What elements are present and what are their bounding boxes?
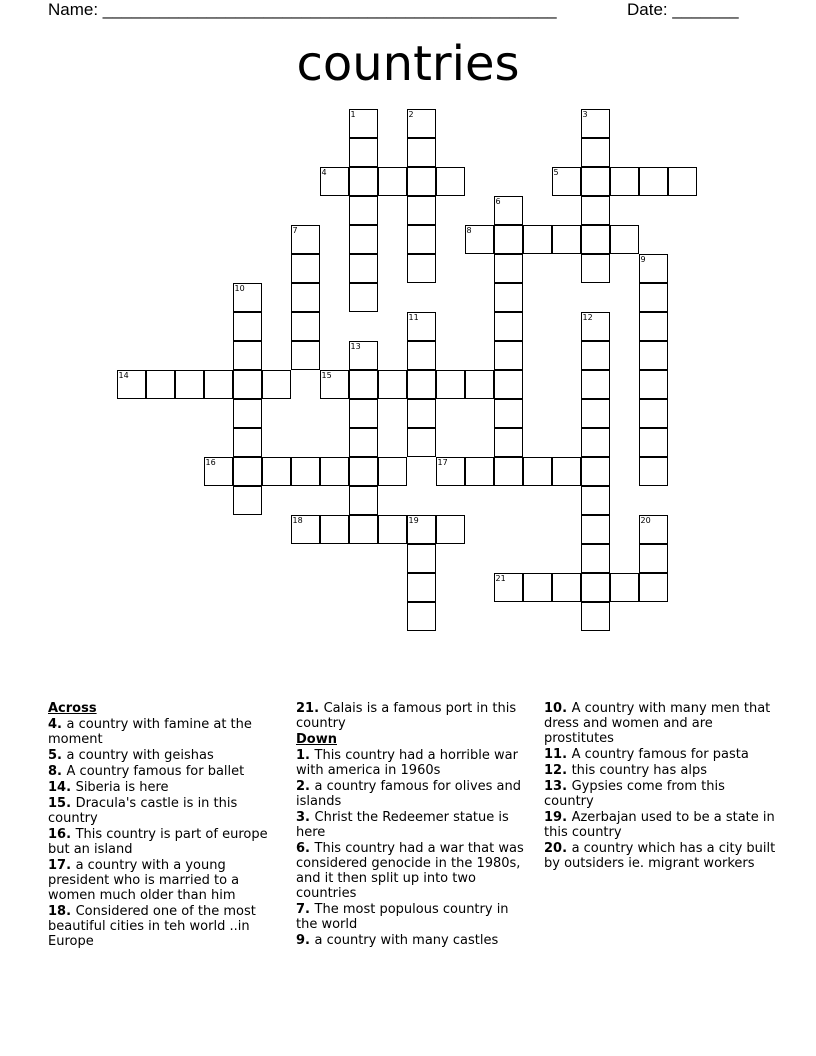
grid-cell[interactable] [581, 602, 610, 631]
grid-cell[interactable] [639, 544, 668, 573]
clue-across [48, 748, 282, 763]
clue-text: A country with many men that dress and women and are prostitutes [544, 701, 771, 746]
clues-section [48, 701, 778, 971]
grid-cell[interactable] [349, 341, 378, 370]
clue-number: 13 [350, 341, 361, 351]
grid-cell[interactable] [262, 457, 291, 486]
grid-cell[interactable] [320, 370, 349, 399]
grid-cell[interactable] [378, 515, 407, 544]
grid-cell[interactable] [233, 370, 262, 399]
grid-cell[interactable] [233, 341, 262, 370]
grid-cell[interactable] [639, 428, 668, 457]
grid-cell[interactable] [407, 254, 436, 283]
grid-cell[interactable] [581, 167, 610, 196]
grid-cell[interactable] [117, 370, 146, 399]
grid-cell[interactable] [494, 254, 523, 283]
clue-across [296, 701, 530, 731]
grid-cell[interactable] [349, 225, 378, 254]
clue-number: 8. [48, 764, 67, 779]
clue-number: 19 [408, 515, 419, 525]
grid-cell[interactable] [581, 254, 610, 283]
clue-number: 15. [48, 796, 76, 811]
clue-number: 21 [495, 573, 506, 583]
clue-number: 8 [466, 225, 472, 235]
grid-cell[interactable] [639, 254, 668, 283]
grid-cell[interactable] [581, 109, 610, 138]
clue-number: 3. [296, 810, 315, 825]
clue-number: 2. [296, 779, 315, 794]
grid-cell[interactable] [436, 370, 465, 399]
clue-down [544, 841, 778, 871]
grid-cell[interactable] [146, 370, 175, 399]
clue-number: 3 [582, 109, 588, 119]
grid-cell[interactable] [436, 167, 465, 196]
grid-cell[interactable] [523, 457, 552, 486]
grid-cell[interactable] [494, 283, 523, 312]
page-title: countries [296, 36, 520, 92]
clue-number: 11 [408, 312, 419, 322]
grid-cell[interactable] [494, 399, 523, 428]
grid-cell[interactable] [639, 573, 668, 602]
grid-cell[interactable] [204, 370, 233, 399]
grid-cell[interactable] [639, 167, 668, 196]
grid-cell[interactable] [233, 457, 262, 486]
grid-cell[interactable] [639, 399, 668, 428]
clue-across [48, 796, 282, 826]
grid-cell[interactable] [349, 428, 378, 457]
grid-cell[interactable] [320, 167, 349, 196]
clue-down [544, 779, 778, 809]
grid-cell[interactable] [581, 399, 610, 428]
grid-cell[interactable] [349, 138, 378, 167]
grid-cell[interactable] [349, 283, 378, 312]
name-field[interactable]: Name: ________________________________________________ [48, 0, 557, 19]
clue-number: 12. [544, 763, 572, 778]
grid-cell[interactable] [349, 370, 378, 399]
clue-number: 7 [292, 225, 298, 235]
grid-cell[interactable] [581, 486, 610, 515]
grid-cell[interactable] [610, 225, 639, 254]
clue-number: 18. [48, 904, 76, 919]
clue-text: a country with famine at the moment [48, 717, 252, 747]
grid-cell[interactable] [494, 428, 523, 457]
clue-text: a country with a young president who is married to a women much older than him [48, 858, 240, 903]
clue-number: 15 [321, 370, 332, 380]
clue-down [544, 701, 778, 746]
grid-cell[interactable] [407, 167, 436, 196]
grid-cell[interactable] [407, 399, 436, 428]
clue-text: This country is part of europe but an island [48, 827, 268, 857]
grid-cell[interactable] [581, 370, 610, 399]
grid-cell[interactable] [668, 167, 697, 196]
grid-cell[interactable] [436, 457, 465, 486]
grid-cell[interactable] [349, 515, 378, 544]
grid-cell[interactable] [494, 573, 523, 602]
grid-cell[interactable] [175, 370, 204, 399]
grid-cell[interactable] [639, 370, 668, 399]
grid-cell[interactable] [523, 225, 552, 254]
clue-number: 6. [296, 841, 315, 856]
grid-cell[interactable] [291, 283, 320, 312]
grid-cell[interactable] [320, 515, 349, 544]
clue-number: 14 [118, 370, 129, 380]
grid-cell[interactable] [407, 225, 436, 254]
clue-across [48, 717, 282, 747]
clue-across [48, 764, 282, 779]
grid-cell[interactable] [233, 283, 262, 312]
grid-cell[interactable] [407, 515, 436, 544]
grid-cell[interactable] [407, 341, 436, 370]
grid-cell[interactable] [349, 109, 378, 138]
clue-text: This country had a war that was considered genocide in the 1980s, and it then split up into two countries [296, 841, 524, 901]
clue-across [48, 904, 282, 949]
clue-text: Dracula's castle is in this country [48, 796, 238, 826]
grid-cell[interactable] [494, 225, 523, 254]
clue-across [48, 780, 282, 795]
grid-cell[interactable] [465, 457, 494, 486]
clue-number: 19. [544, 810, 572, 825]
clue-text: Azerbajan used to be a state in this country [544, 810, 775, 840]
grid-cell[interactable] [639, 312, 668, 341]
clue-number: 21. [296, 701, 324, 716]
clue-down [296, 841, 530, 901]
clue-text: a country famous for olives and islands [296, 779, 522, 809]
grid-cell[interactable] [581, 544, 610, 573]
clue-number: 17. [48, 858, 76, 873]
grid-cell[interactable] [233, 486, 262, 515]
clue-number: 6 [495, 196, 501, 206]
clue-text: A country famous for ballet [66, 764, 245, 779]
grid-cell[interactable] [262, 370, 291, 399]
grid-cell[interactable] [407, 602, 436, 631]
clue-text: Siberia is here [75, 780, 169, 795]
grid-cell[interactable] [320, 457, 349, 486]
clue-text: a country which has a city built by outsiders ie. migrant workers [544, 841, 776, 871]
grid-cell[interactable] [291, 225, 320, 254]
grid-cell[interactable] [291, 312, 320, 341]
grid-cell[interactable] [407, 370, 436, 399]
clue-text: this country has alps [571, 763, 707, 778]
grid-cell[interactable] [349, 399, 378, 428]
clue-down [296, 810, 530, 840]
clue-text: The most populous country in the world [296, 902, 509, 932]
grid-cell[interactable] [581, 225, 610, 254]
grid-cell[interactable] [494, 196, 523, 225]
grid-cell[interactable] [552, 167, 581, 196]
clue-down [296, 902, 530, 932]
clue-number: 7. [296, 902, 315, 917]
grid-cell[interactable] [639, 457, 668, 486]
grid-cell[interactable] [349, 167, 378, 196]
grid-cell[interactable] [465, 225, 494, 254]
clue-text: Christ the Redeemer statue is here [296, 810, 509, 840]
grid-cell[interactable] [465, 370, 494, 399]
grid-cell[interactable] [349, 486, 378, 515]
grid-cell[interactable] [610, 573, 639, 602]
grid-cell[interactable] [494, 370, 523, 399]
grid-cell[interactable] [436, 515, 465, 544]
clue-text: a country with geishas [66, 748, 214, 763]
grid-cell[interactable] [407, 544, 436, 573]
clue-number: 10. [544, 701, 572, 716]
grid-cell[interactable] [291, 457, 320, 486]
grid-cell[interactable] [378, 457, 407, 486]
grid-cell[interactable] [552, 225, 581, 254]
clue-number: 5 [553, 167, 559, 177]
clue-number: 14. [48, 780, 76, 795]
clue-number: 20 [640, 515, 651, 525]
clue-text: Considered one of the most beautiful cities in teh world ..in Europe [48, 904, 256, 949]
grid-cell[interactable] [233, 399, 262, 428]
clue-down [544, 810, 778, 840]
clue-number: 11. [544, 747, 572, 762]
grid-cell[interactable] [233, 312, 262, 341]
grid-cell[interactable] [610, 167, 639, 196]
clue-down [296, 779, 530, 809]
clue-across [48, 827, 282, 857]
clue-number: 9 [640, 254, 646, 264]
clue-number: 4 [321, 167, 327, 177]
clue-number: 20. [544, 841, 572, 856]
grid-cell[interactable] [378, 167, 407, 196]
clue-number: 12 [582, 312, 593, 322]
clue-number: 16 [205, 457, 216, 467]
grid-cell[interactable] [349, 254, 378, 283]
grid-cell[interactable] [407, 138, 436, 167]
grid-cell[interactable] [639, 341, 668, 370]
clue-number: 10 [234, 283, 245, 293]
clue-down [296, 933, 530, 948]
clue-number: 1 [350, 109, 356, 119]
grid-cell[interactable] [233, 428, 262, 457]
grid-cell[interactable] [494, 312, 523, 341]
clue-text: This country had a horrible war with america in 1960s [296, 748, 518, 778]
grid-cell[interactable] [581, 573, 610, 602]
clue-number: 2 [408, 109, 414, 119]
grid-cell[interactable] [523, 573, 552, 602]
clue-number: 17 [437, 457, 448, 467]
clue-text: Calais is a famous port in this country [296, 701, 517, 731]
grid-cell[interactable] [581, 515, 610, 544]
grid-cell[interactable] [494, 457, 523, 486]
grid-cell[interactable] [407, 312, 436, 341]
clue-text: a country with many castles [314, 933, 499, 948]
grid-cell[interactable] [581, 138, 610, 167]
grid-cell[interactable] [581, 341, 610, 370]
grid-cell[interactable] [639, 515, 668, 544]
clue-down [296, 748, 530, 778]
grid-cell[interactable] [552, 573, 581, 602]
clue-text: Gypsies come from this country [544, 779, 725, 809]
grid-cell[interactable] [291, 341, 320, 370]
grid-cell[interactable] [407, 196, 436, 225]
grid-cell[interactable] [581, 196, 610, 225]
grid-cell[interactable] [494, 341, 523, 370]
grid-cell[interactable] [581, 457, 610, 486]
clue-number: 5. [48, 748, 67, 763]
clue-number: 1. [296, 748, 315, 763]
grid-cell[interactable] [204, 457, 233, 486]
grid-cell[interactable] [349, 196, 378, 225]
grid-cell[interactable] [291, 515, 320, 544]
grid-cell[interactable] [552, 457, 581, 486]
grid-cell[interactable] [639, 283, 668, 312]
clue-down [544, 747, 778, 762]
grid-cell[interactable] [407, 573, 436, 602]
grid-cell[interactable] [407, 109, 436, 138]
grid-cell[interactable] [581, 312, 610, 341]
down-heading: Down [296, 732, 337, 747]
clue-down [544, 763, 778, 778]
grid-cell[interactable] [378, 370, 407, 399]
across-heading: Across [48, 701, 97, 716]
grid-cell[interactable] [291, 254, 320, 283]
clue-number: 4. [48, 717, 67, 732]
clue-text: A country famous for pasta [571, 747, 749, 762]
grid-cell[interactable] [407, 428, 436, 457]
clue-number: 13. [544, 779, 572, 794]
clue-number: 18 [292, 515, 303, 525]
grid-cell[interactable] [349, 457, 378, 486]
date-field[interactable]: Date: _______ [627, 0, 739, 19]
clue-number: 16. [48, 827, 76, 842]
grid-cell[interactable] [581, 428, 610, 457]
clue-number: 9. [296, 933, 315, 948]
clue-across [48, 858, 282, 903]
